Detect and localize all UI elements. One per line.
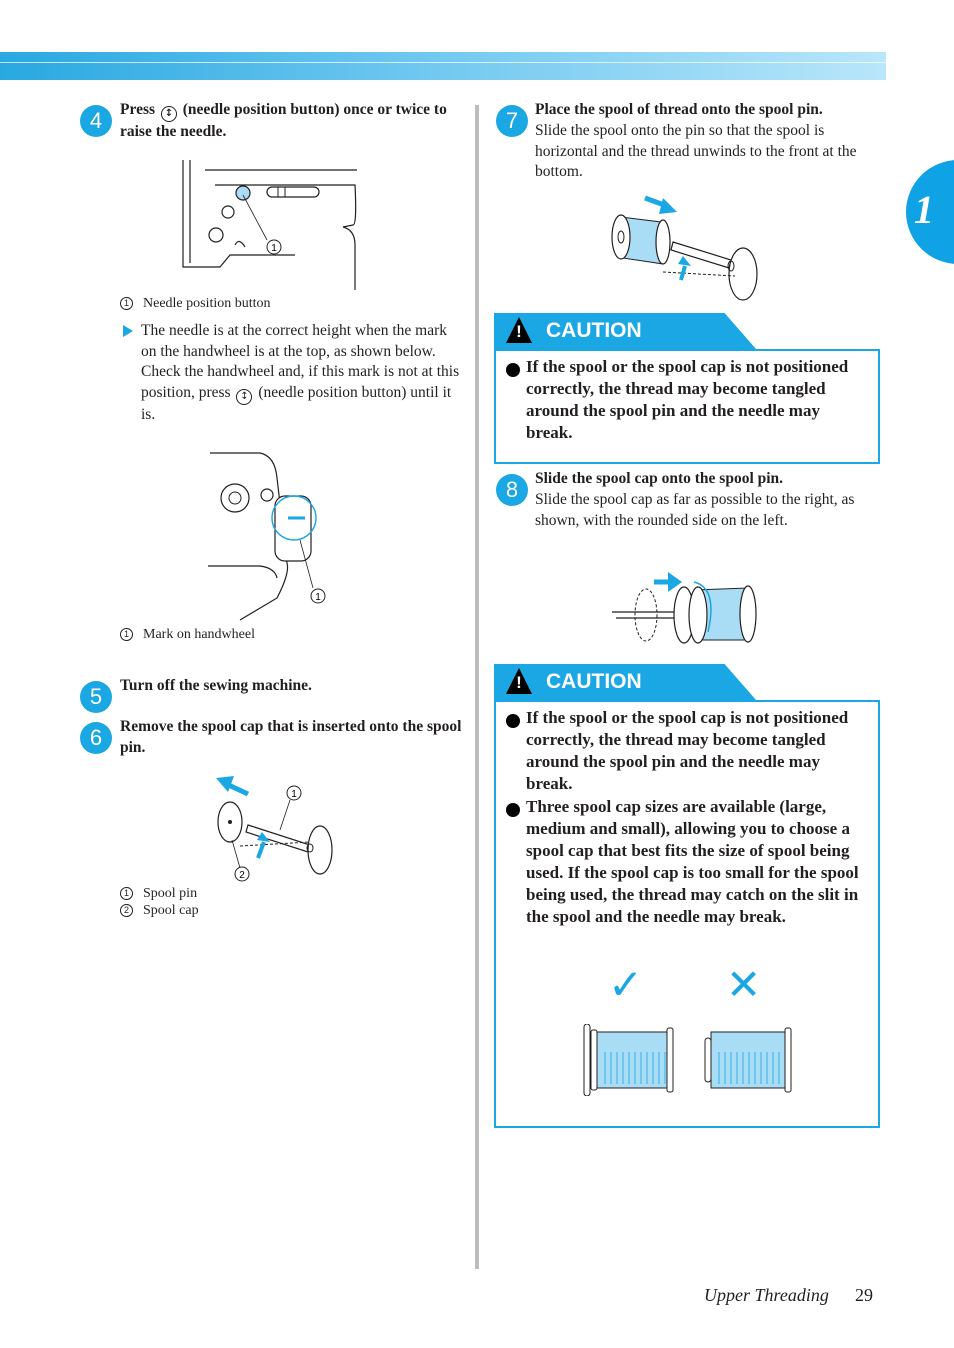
step-7-title: Place the spool of thread onto the spool pin. bbox=[535, 101, 823, 118]
wrong-cross-icon: ✕ bbox=[726, 960, 762, 1009]
caption-mark-on-handwheel: 1 Mark on handwheel bbox=[120, 626, 255, 643]
callout-1: 1 bbox=[291, 789, 297, 800]
needle-position-icon: ↕ bbox=[236, 389, 252, 405]
step-4-badge: 4 bbox=[80, 105, 112, 137]
footer-section-title: Upper Threading bbox=[704, 1285, 829, 1305]
step-6-text: Remove the spool cap that is inserted onto the spool pin. bbox=[120, 718, 462, 756]
needle-position-button-illustration bbox=[175, 155, 375, 295]
step-6-badge: 6 bbox=[80, 722, 112, 754]
caption-spool-cap: 2 Spool cap bbox=[120, 902, 199, 919]
step-4-result-text: The needle is at the correct height when the mark on the handwheel is at the top, as shown below. Check the handwheel and, if this mark is not at this position, press ↕ (needle position button) until it is. bbox=[141, 322, 460, 423]
callout-2: 2 bbox=[239, 870, 245, 881]
caution-1-box bbox=[494, 349, 880, 464]
needle-position-icon: ↕ bbox=[161, 106, 177, 122]
chapter-number: 1 bbox=[914, 187, 934, 232]
spool-correct-cap-illustration bbox=[581, 1024, 676, 1096]
spool-placement-illustration bbox=[605, 192, 765, 304]
callout-1: 1 bbox=[271, 243, 277, 254]
caution-2-item-1: If the spool or the spool cap is not positioned correctly, the thread may become tangled around the spool pin and the needle may break. bbox=[526, 708, 849, 793]
footer-page-number: 29 bbox=[855, 1285, 873, 1305]
caution-2-header: ! CAUTION bbox=[494, 664, 756, 700]
caution-2-item-2: Three spool cap sizes are available (large, medium and small), allowing you to choose a spool cap that best fits the size of spool being used. If the spool cap is too small for the spool being used, the thread may catch on the slit in the spool and the needle may break. bbox=[526, 797, 859, 926]
callout-1: 1 bbox=[315, 592, 321, 603]
step-5-text: Turn off the sewing machine. bbox=[120, 677, 312, 694]
step-5-badge: 5 bbox=[80, 681, 112, 713]
spool-cap-removal-illustration bbox=[210, 770, 340, 885]
column-divider bbox=[475, 105, 479, 1269]
bullet-icon bbox=[506, 803, 520, 817]
spool-wrong-cap-illustration bbox=[701, 1024, 796, 1096]
step-8-body: Slide the spool cap as far as possible to the right, as shown, with the rounded side on the left. bbox=[535, 491, 855, 529]
step-8-title: Slide the spool cap onto the spool pin. bbox=[535, 470, 784, 487]
step-8-badge: 8 bbox=[496, 474, 528, 506]
step-4-text: Press ↕ (needle position button) once or twice to raise the needle. bbox=[120, 101, 447, 140]
header-bar bbox=[0, 52, 886, 80]
result-arrow-icon bbox=[123, 325, 133, 337]
handwheel-mark-illustration bbox=[205, 448, 340, 626]
spool-cap-slide-illustration bbox=[608, 568, 768, 652]
step-7-body: Slide the spool onto the pin so that the spool is horizontal and the thread unwinds to the front at the bottom. bbox=[535, 122, 857, 180]
caution-1-header: ! CAUTION bbox=[494, 313, 756, 349]
step-7-badge: 7 bbox=[496, 105, 528, 137]
caption-spool-pin: 1 Spool pin bbox=[120, 885, 197, 902]
caption-needle-position-button: 1 Needle position button bbox=[120, 295, 271, 312]
caution-1-item-1: If the spool or the spool cap is not positioned correctly, the thread may become tangled around the spool pin and the needle may break. bbox=[526, 357, 849, 442]
correct-check-icon: ✓ bbox=[608, 960, 644, 1009]
caution-2-box bbox=[494, 700, 880, 1128]
bullet-icon bbox=[506, 714, 520, 728]
bullet-icon bbox=[506, 363, 520, 377]
